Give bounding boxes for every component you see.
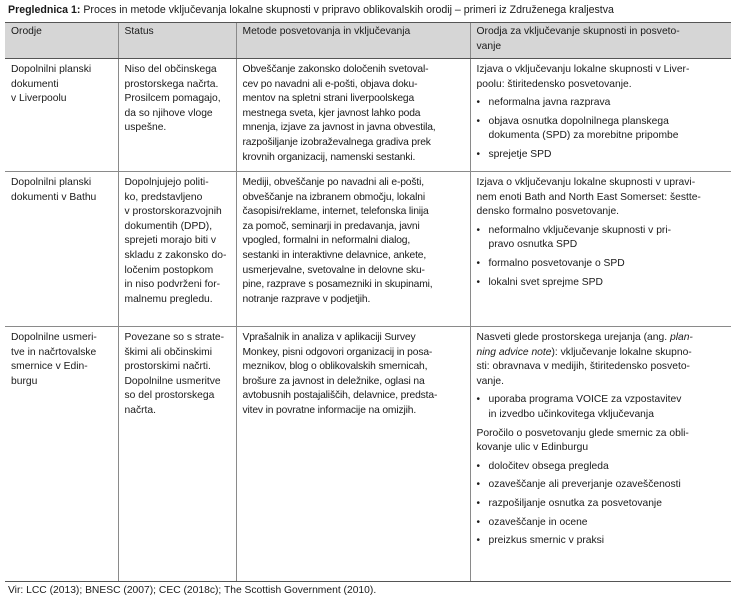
list-item: • ozaveščanje ali preverjanje ozaveščenosti	[489, 478, 727, 493]
list-item: • razpošiljanje osnutka za posvetovanje	[489, 497, 727, 512]
cell-methods: Obveščanje zakonsko določenih svetoval- cev po navadni ali e-pošti, objava doku- mentov na spletni strani liverpoolskega mestnega sveta, kjer javnost lahko poda mnenja, izjave za javnost in javna obvestila, razpošiljanje izobraževalnega gradiva prek krovnih organizacij, namenski sestanki.	[236, 59, 470, 172]
list-item: • neformalno vključevanje skupnosti v pri- pravo osnutka SPD	[489, 224, 727, 253]
cell-status: Povezane so s strate- škimi ali občinskimi prostorskimi načrti. Dopolnilne usmeritve so del prostorskega načrta.	[118, 327, 236, 582]
tools-list	[477, 96, 727, 162]
tools-intro: Izjava o vključevanju lokalne skupnosti v Liver- poolu: štiritedensko posvetovanje.	[476, 64, 690, 90]
table-row	[5, 327, 731, 582]
tools-intro: Izjava o vključevanju lokalne skupnosti v upravi- nem enoti Bath and North East Somerset: šestte- densko formalno posvetovanje.	[476, 177, 701, 218]
caption-text: Proces in metode vključevanja lokalne skupnosti v pripravo oblikovalskih orodij – primeri iz Združenega kraljestva	[80, 4, 614, 16]
cell-methods: Vprašalnik in analiza v aplikaciji Survey Monkey, pisni odgovori organizacij in posa- meznikov, blog o oblikovalskih smernicah, brošure za javnost in deležnike, oglasi na avtobusnih postajališčih, delavnice, predsta- vitev in povratne informacije na omizjih.	[236, 327, 470, 582]
tools-list	[477, 393, 727, 422]
list-item: • sprejetje SPD	[489, 148, 727, 163]
table-header-row	[5, 23, 731, 59]
intro-text-end: ): vključevanje lokalne skupno- sti: obravnava v medijih, štiritedensko posveto- vanje.	[476, 346, 692, 387]
list-item: • objava osnutka dopolnilnega planskega dokumenta (SPD) za morebitne pripombe	[489, 115, 727, 144]
source-note: Vir: LCC (2013); BNESC (2007); CEC (2018c); The Scottish Government (2010).	[8, 585, 377, 596]
tools-list	[477, 224, 727, 290]
table-row	[5, 59, 731, 172]
cell-community-tools	[470, 59, 731, 172]
list-item: • preizkus smernic v praksi	[489, 534, 727, 549]
header-status: Status	[118, 23, 236, 59]
tools-intro	[477, 331, 727, 389]
caption-label: Preglednica 1:	[8, 4, 81, 16]
process-table	[5, 22, 731, 582]
cell-tool: Dopolnilni planski dokumenti v Bathu	[5, 172, 118, 327]
tools-intro-secondary: Poročilo o posvetovanju glede smernic za obli- kovanje ulic v Edinburgu	[476, 427, 689, 454]
tools-list-secondary	[477, 460, 727, 549]
list-item: • ozaveščanje in ocene	[489, 516, 727, 531]
cell-community-tools	[470, 327, 731, 582]
table-row	[5, 172, 731, 327]
intro-emphasis: plan- ning advice note	[476, 332, 693, 358]
cell-methods: Mediji, obveščanje po navadni ali e-pošti, obveščanje na izbranem območju, lokalni časopisi/reklame, internet, telefonska linija za pomoč, seminarji in predavanja, javni vpogled, formalni in neformalni dialog, sestanki in interaktivne delavnice, ankete, usmerjevalne, svetovalne in delovne sku- pine, razprave s posamezniki in skupinami, notranje razprave v podjetjih.	[236, 172, 470, 327]
cell-tool: Dopolnilni planski dokumenti v Liverpoolu	[5, 59, 118, 172]
intro-text: Nasveti glede prostorskega urejanja (ang.	[476, 332, 670, 343]
header-methods: Metode posvetovanja in vključevanja	[236, 23, 470, 59]
list-item: • določitev obsega pregleda	[489, 460, 727, 475]
list-item: • lokalni svet sprejme SPD	[489, 276, 727, 291]
table-caption	[8, 3, 728, 18]
cell-tool: Dopolnilne usmeri- tve in načrtovalske smernice v Edin- burgu	[5, 327, 118, 582]
list-item: • uporaba programa VOICE za vzpostavitev in izvedbo učinkovitega vključevanja	[489, 393, 727, 422]
header-community-tools: Orodja za vključevanje skupnosti in posveto- vanje	[470, 23, 731, 59]
header-tool: Orodje	[5, 23, 118, 59]
list-item: • neformalna javna razprava	[489, 96, 727, 111]
cell-status: Dopolnjujejo politi- ko, predstavljeno v prostorskorazvojnih dokumentih (DPD), sprejeti morajo biti v skladu z zakonsko do- ločenim postopkom in niso podvrženi for- malnemu pregledu.	[118, 172, 236, 327]
list-item: • formalno posvetovanje o SPD	[489, 257, 727, 272]
cell-community-tools	[470, 172, 731, 327]
cell-status: Niso del občinskega prostorskega načrta. Prosilcem pomagajo, da so njihove vloge uspešne.	[118, 59, 236, 172]
